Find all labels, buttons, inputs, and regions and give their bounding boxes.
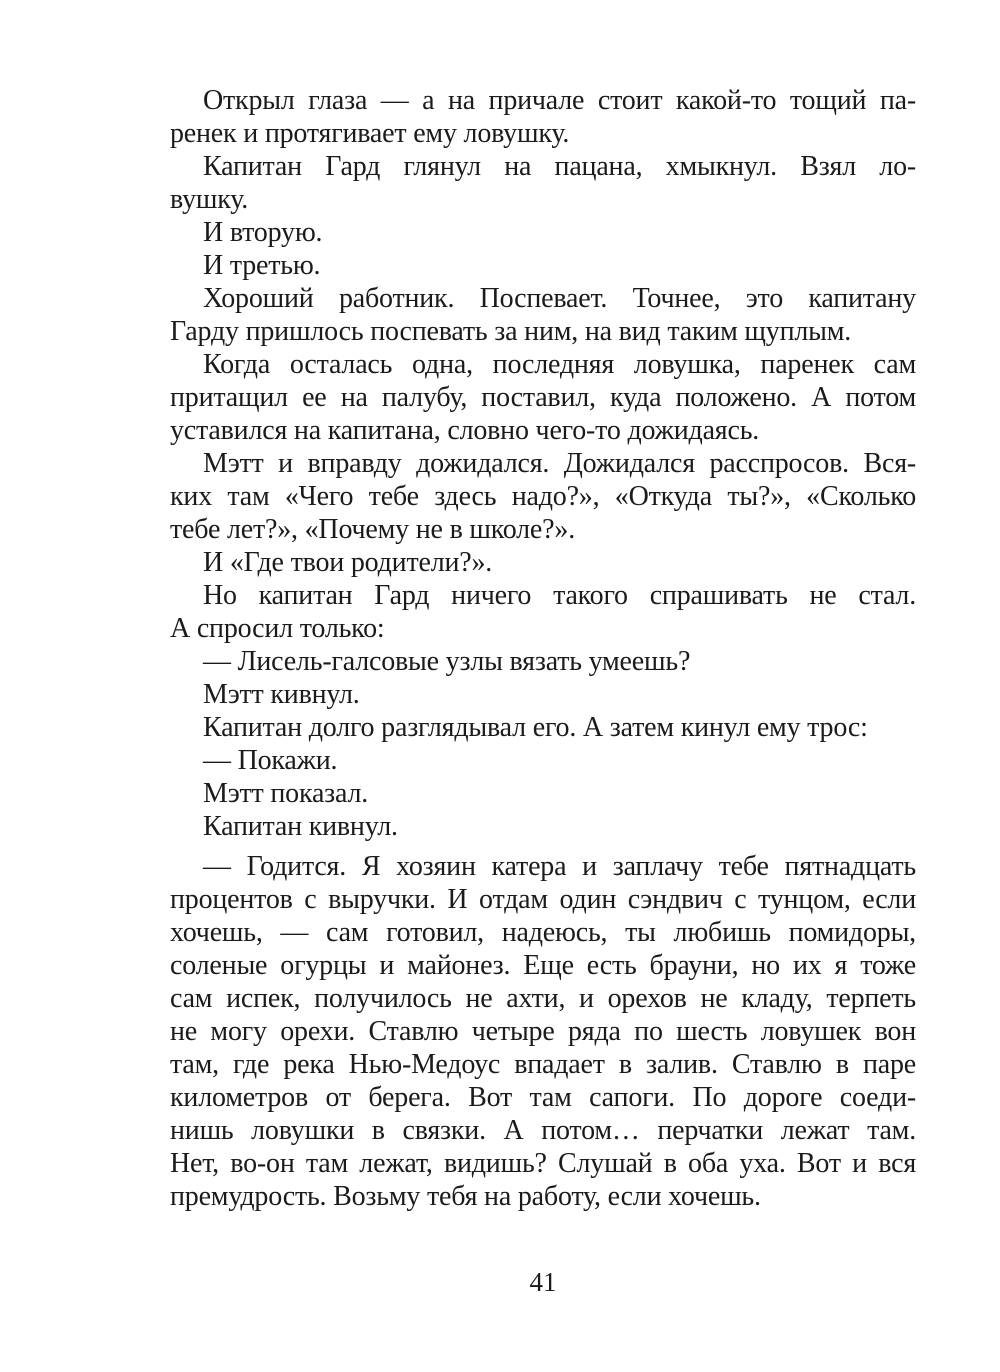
text-line: километров от берега. Вот там сапоги. По дороге соеди-: [170, 1082, 916, 1113]
paragraph: [170, 282, 916, 348]
paragraph: [170, 810, 916, 843]
paragraph: [170, 216, 916, 249]
text-line: А спросил только:: [170, 613, 385, 644]
text-block: [170, 84, 916, 1213]
paragraph: [170, 744, 916, 777]
text-line: хочешь, — сам готовил, надеюсь, ты любишь помидоры,: [170, 917, 916, 948]
text-line: ренек и протягивает ему ловушку.: [170, 118, 570, 149]
paragraph: [170, 249, 916, 282]
text-line: И «Где твои родители?».: [203, 547, 493, 578]
text-line: Мэтт кивнул.: [203, 679, 360, 710]
paragraph: [170, 546, 916, 579]
page-number: 41: [529, 1267, 557, 1297]
text-line: Но капитан Гард ничего такого спрашивать не стал.: [203, 580, 916, 611]
text-line: Хороший работник. Поспевает. Точнее, это капитану: [203, 283, 916, 314]
paragraph: [170, 348, 916, 447]
paragraph: [170, 447, 916, 546]
text-line: соленые огурцы и майонез. Еще есть брауни, но их я тоже: [170, 950, 916, 981]
paragraph: [170, 645, 916, 678]
paragraph: [170, 777, 916, 810]
text-line: Гарду пришлось поспевать за ним, на вид таким щуплым.: [170, 316, 852, 347]
text-line: Открыл глаза — а на причале стоит какой-то тощий па-: [203, 85, 916, 116]
paragraph: [170, 678, 916, 711]
text-line: Капитан Гард глянул на пацана, хмыкнул. Взял ло-: [203, 151, 916, 182]
text-line: Мэтт и вправду дожидался. Дожидался расспросов. Вся-: [203, 448, 916, 479]
paragraph: [170, 850, 916, 1213]
text-line: не могу орехи. Ставлю четыре ряда по шесть ловушек вон: [170, 1016, 916, 1047]
text-line: сам испек, получилось не ахти, и орехов не кладу, терпеть: [170, 983, 916, 1014]
paragraph: [170, 711, 916, 744]
text-line: там, где река Нью-Медоус впадает в залив. Ставлю в паре: [170, 1049, 916, 1080]
text-line: — Лисель-галсовые узлы вязать умеешь?: [203, 646, 691, 677]
text-line: уставился на капитана, словно чего-то дожидаясь.: [170, 415, 760, 446]
text-line: притащил ее на палубу, поставил, куда положено. А потом: [170, 382, 916, 413]
text-line: Когда осталась одна, последняя ловушка, паренек сам: [203, 349, 916, 380]
text-line: Капитан долго разглядывал его. А затем кинул ему трос:: [203, 712, 868, 743]
text-line: процентов с выручки. И отдам один сэндвич с тунцом, если: [170, 884, 916, 915]
text-line: — Покажи.: [203, 745, 338, 776]
text-line: Нет, во-он там лежат, видишь? Слушай в оба уха. Вот и вся: [170, 1148, 916, 1179]
paragraph: [170, 579, 916, 645]
text-line: И третью.: [203, 250, 321, 281]
text-line: нишь ловушки в связки. А потом… перчатки лежат там.: [170, 1115, 916, 1146]
text-line: — Годится. Я хозяин катера и заплачу тебе пятнадцать: [203, 851, 916, 882]
paragraph: [170, 84, 916, 150]
text-line: Капитан кивнул.: [203, 811, 398, 842]
text-line: Мэтт показал.: [203, 778, 369, 809]
text-line: премудрость. Возьму тебя на работу, если хочешь.: [170, 1181, 761, 1212]
text-line: И вторую.: [203, 217, 323, 248]
text-line: вушку.: [170, 184, 249, 215]
text-line: тебе лет?», «Почему не в школе?».: [170, 514, 575, 545]
text-line: ких там «Чего тебе здесь надо?», «Откуда ты?», «Сколько: [170, 481, 916, 512]
paragraph: [170, 150, 916, 216]
